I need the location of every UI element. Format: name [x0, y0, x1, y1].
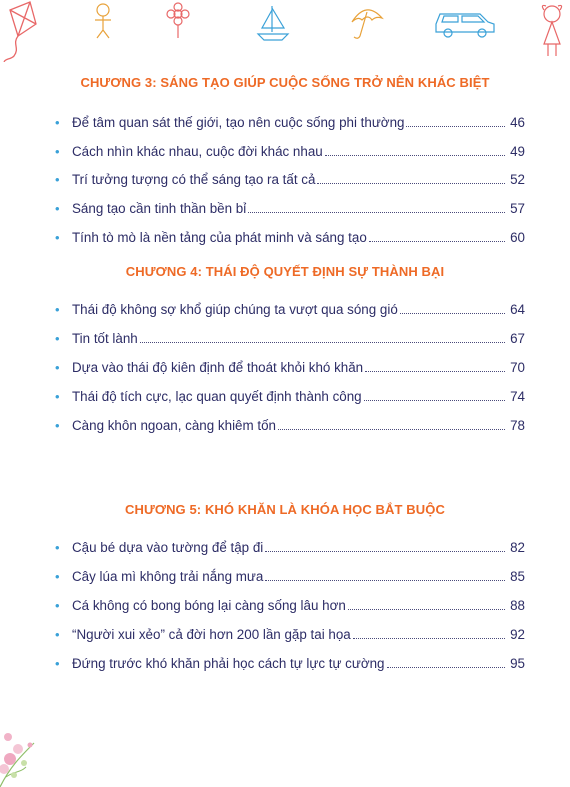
- toc-entry[interactable]: [55, 230, 525, 248]
- entry-title: Cậu bé dựa vào tường để tập đi: [72, 540, 264, 555]
- page-number: 82: [510, 540, 525, 555]
- toc-entry[interactable]: [55, 389, 525, 407]
- page-number: 46: [510, 115, 525, 130]
- entry-title: Cây lúa mì không trải nắng mưa: [72, 569, 264, 584]
- toc-entry[interactable]: [55, 598, 525, 616]
- toc-entry[interactable]: [55, 360, 525, 378]
- bullet-icon: •: [55, 598, 60, 613]
- bullet-icon: •: [55, 627, 60, 642]
- entry-title: Dựa vào thái độ kiên định để thoát khỏi khó khăn: [72, 360, 364, 375]
- entry-title: Sáng tạo cần tinh thần bền bỉ: [72, 201, 247, 216]
- page-number: 60: [510, 230, 525, 245]
- bullet-icon: •: [55, 144, 60, 159]
- entry-title: Cách nhìn khác nhau, cuộc đời khác nhau: [72, 144, 323, 159]
- page-number: 52: [510, 172, 525, 187]
- bullet-icon: •: [55, 540, 60, 555]
- dot-leader: [325, 155, 505, 156]
- dot-leader: [364, 400, 505, 401]
- bullet-icon: •: [55, 418, 60, 433]
- umbrella-icon: [352, 10, 382, 38]
- dot-leader: [317, 183, 505, 184]
- car-icon: [436, 14, 494, 37]
- entry-title: Thái độ không sợ khổ giúp chúng ta vượt qua sóng gió: [72, 302, 398, 317]
- flower-icon: [167, 3, 189, 38]
- bullet-icon: •: [55, 302, 60, 317]
- entry-title: Để tâm quan sát thế giới, tạo nên cuộc sống phi thường: [72, 115, 405, 130]
- top-doodle-strip: [0, 0, 570, 62]
- bullet-icon: •: [55, 360, 60, 375]
- toc-entry[interactable]: [55, 627, 525, 645]
- dot-leader: [365, 371, 505, 372]
- chapter-title: CHƯƠNG 5: KHÓ KHĂN LÀ KHÓA HỌC BẮT BUỘC: [125, 502, 445, 517]
- entry-title: Tính tò mò là nền tảng của phát minh và sáng tạo: [72, 230, 367, 245]
- bullet-icon: •: [55, 331, 60, 346]
- entry-title: “Người xui xẻo” cả đời hơn 200 lần gặp tai họa: [72, 627, 351, 642]
- toc-entry[interactable]: [55, 115, 525, 133]
- toc-entry[interactable]: [55, 540, 525, 558]
- toc-entry[interactable]: [55, 331, 525, 349]
- dot-leader: [348, 609, 505, 610]
- page-number: 64: [510, 302, 525, 317]
- toc-entry[interactable]: [55, 172, 525, 190]
- toc-entry[interactable]: [55, 569, 525, 587]
- girl-icon: [542, 6, 561, 57]
- page-number: 78: [510, 418, 525, 433]
- dot-leader: [278, 429, 505, 430]
- chapter-title: CHƯƠNG 4: THÁI ĐỘ QUYẾT ĐỊNH SỰ THÀNH BẠI: [125, 264, 445, 279]
- entry-title: Tin tốt lành: [72, 331, 138, 346]
- entry-title: Cá không có bong bóng lại càng sống lâu hơn: [72, 598, 346, 613]
- toc-entry[interactable]: [55, 418, 525, 436]
- chapter-title: CHƯƠNG 3: SÁNG TẠO GIÚP CUỘC SỐNG TRỞ NÊN KHÁC BIỆT: [80, 75, 490, 90]
- page-number: 88: [510, 598, 525, 613]
- flower-corner-decoration: [0, 697, 70, 787]
- dot-leader: [353, 638, 505, 639]
- entry-title: Càng khôn ngoan, càng khiêm tốn: [72, 418, 276, 433]
- toc-entry[interactable]: [55, 144, 525, 162]
- child-icon: [95, 4, 111, 38]
- sailboat-icon: [258, 6, 288, 40]
- dot-leader: [406, 126, 505, 127]
- bullet-icon: •: [55, 115, 60, 130]
- toc-entry[interactable]: [55, 201, 525, 219]
- entry-title: Trí tưởng tượng có thể sáng tạo ra tất cả: [72, 172, 316, 187]
- page-number: 92: [510, 627, 525, 642]
- page-number: 74: [510, 389, 525, 404]
- entry-title: Thái độ tích cực, lạc quan quyết định thành công: [72, 389, 362, 404]
- toc-entry[interactable]: [55, 302, 525, 320]
- toc-entry[interactable]: [55, 656, 525, 674]
- bullet-icon: •: [55, 172, 60, 187]
- page-number: 57: [510, 201, 525, 216]
- dot-leader: [400, 313, 505, 314]
- kite-icon: [4, 2, 36, 62]
- dot-leader: [140, 342, 505, 343]
- page-number: 67: [510, 331, 525, 346]
- page-number: 49: [510, 144, 525, 159]
- bullet-icon: •: [55, 230, 60, 245]
- page-number: 85: [510, 569, 525, 584]
- dot-leader: [248, 212, 505, 213]
- dot-leader: [369, 241, 505, 242]
- entry-title: Đứng trước khó khăn phải học cách tự lực tự cường: [72, 656, 385, 671]
- page-number: 70: [510, 360, 525, 375]
- bullet-icon: •: [55, 656, 60, 671]
- bullet-icon: •: [55, 201, 60, 216]
- page-number: 95: [510, 656, 525, 671]
- bullet-icon: •: [55, 569, 60, 584]
- dot-leader: [387, 667, 505, 668]
- dot-leader: [265, 551, 505, 552]
- dot-leader: [265, 580, 505, 581]
- bullet-icon: •: [55, 389, 60, 404]
